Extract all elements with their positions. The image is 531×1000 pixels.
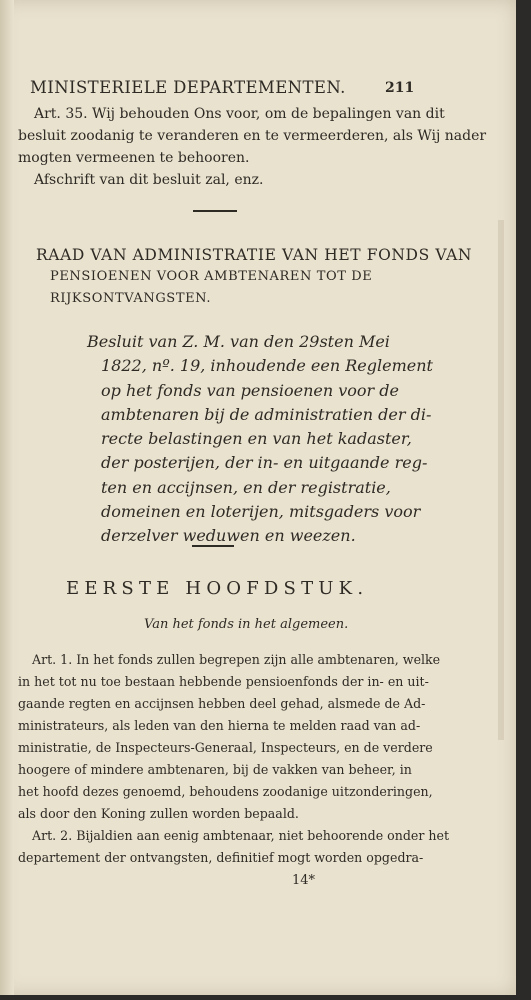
text-line: 1822, nº. 19, inhoudende een Reglement (101, 356, 433, 376)
article-1 (18, 649, 440, 825)
running-header: MINISTERIELE DEPARTEMENTEN. (30, 78, 346, 97)
text-line: hoogere of mindere ambtenaren, bij de vakken van beheer, in (18, 762, 412, 777)
text-line: Art. 35. Wij behouden Ons voor, om de bepalingen van dit (34, 106, 445, 122)
text-line: domeinen en loterijen, mitsgaders voor (101, 502, 421, 522)
text-line: ten en accijnsen, en der registratie, (101, 477, 391, 497)
article-2 (18, 825, 449, 869)
text-line: Afschrift van dit besluit zal, enz. (34, 172, 264, 188)
text-line: PENSIOENEN VOOR AMBTENAREN TOT DE (50, 269, 373, 284)
chapter-title: EERSTE HOOFDSTUK. (66, 578, 369, 599)
text-line: der posterijen, der in- en uitgaande reg- (101, 453, 428, 473)
text-line: het hoofd dezes genoemd, behoudens zoodanige uitzonderingen, (18, 784, 433, 799)
section-rule (193, 210, 237, 212)
section-heading (36, 244, 472, 310)
text-line: Besluit van Z. M. van den 29sten Mei (87, 332, 390, 351)
text-line: derzelver weduwen en weezen. (101, 526, 356, 546)
book-edge (516, 0, 531, 1000)
article-35 (18, 103, 486, 191)
section-rule (192, 545, 234, 547)
text-line: gaande regten en accijnsen hebben deel gehad, alsmede de Ad- (18, 696, 426, 711)
signature-mark: 14* (292, 873, 316, 888)
text-line: ministratie, de Inspecteurs-Generaal, Inspecteurs, en de verdere (18, 740, 433, 755)
page-number: 211 (385, 80, 415, 96)
text-line: RAAD VAN ADMINISTRATIE VAN HET FONDS VAN (36, 246, 473, 264)
page-shadow (498, 220, 504, 740)
text-line: in het tot nu toe bestaan hebbende pensioenfonds der in- en uit- (18, 674, 429, 689)
text-line: ambtenaren bij de administratien der di- (101, 404, 432, 424)
text-line: recte belastingen en van het kadaster, (101, 429, 412, 449)
text-line: ministrateurs, als leden van den hierna te melden raad van ad- (18, 718, 421, 733)
text-line: mogten vermeenen te behooren. (18, 150, 250, 166)
text-line: RIJKSONTVANGSTEN. (50, 291, 212, 306)
decree-summary (87, 330, 433, 549)
text-line: besluit zoodanig te veranderen en te vermeerderen, als Wij nader (18, 128, 487, 144)
page-gutter (0, 0, 14, 995)
text-line: op het fonds van pensioenen voor de (101, 380, 399, 400)
text-line: departement der ontvangsten, definitief mogt worden opgedra- (18, 850, 424, 865)
chapter-subtitle: Van het fonds in het algemeen. (144, 617, 349, 632)
text-line: Art. 1. In het fonds zullen begrepen zijn alle ambtenaren, welke (32, 652, 441, 667)
text-line: als door den Koning zullen worden bepaald. (18, 806, 299, 821)
text-line: Art. 2. Bijaldien aan eenig ambtenaar, niet behoorende onder het (32, 828, 450, 843)
